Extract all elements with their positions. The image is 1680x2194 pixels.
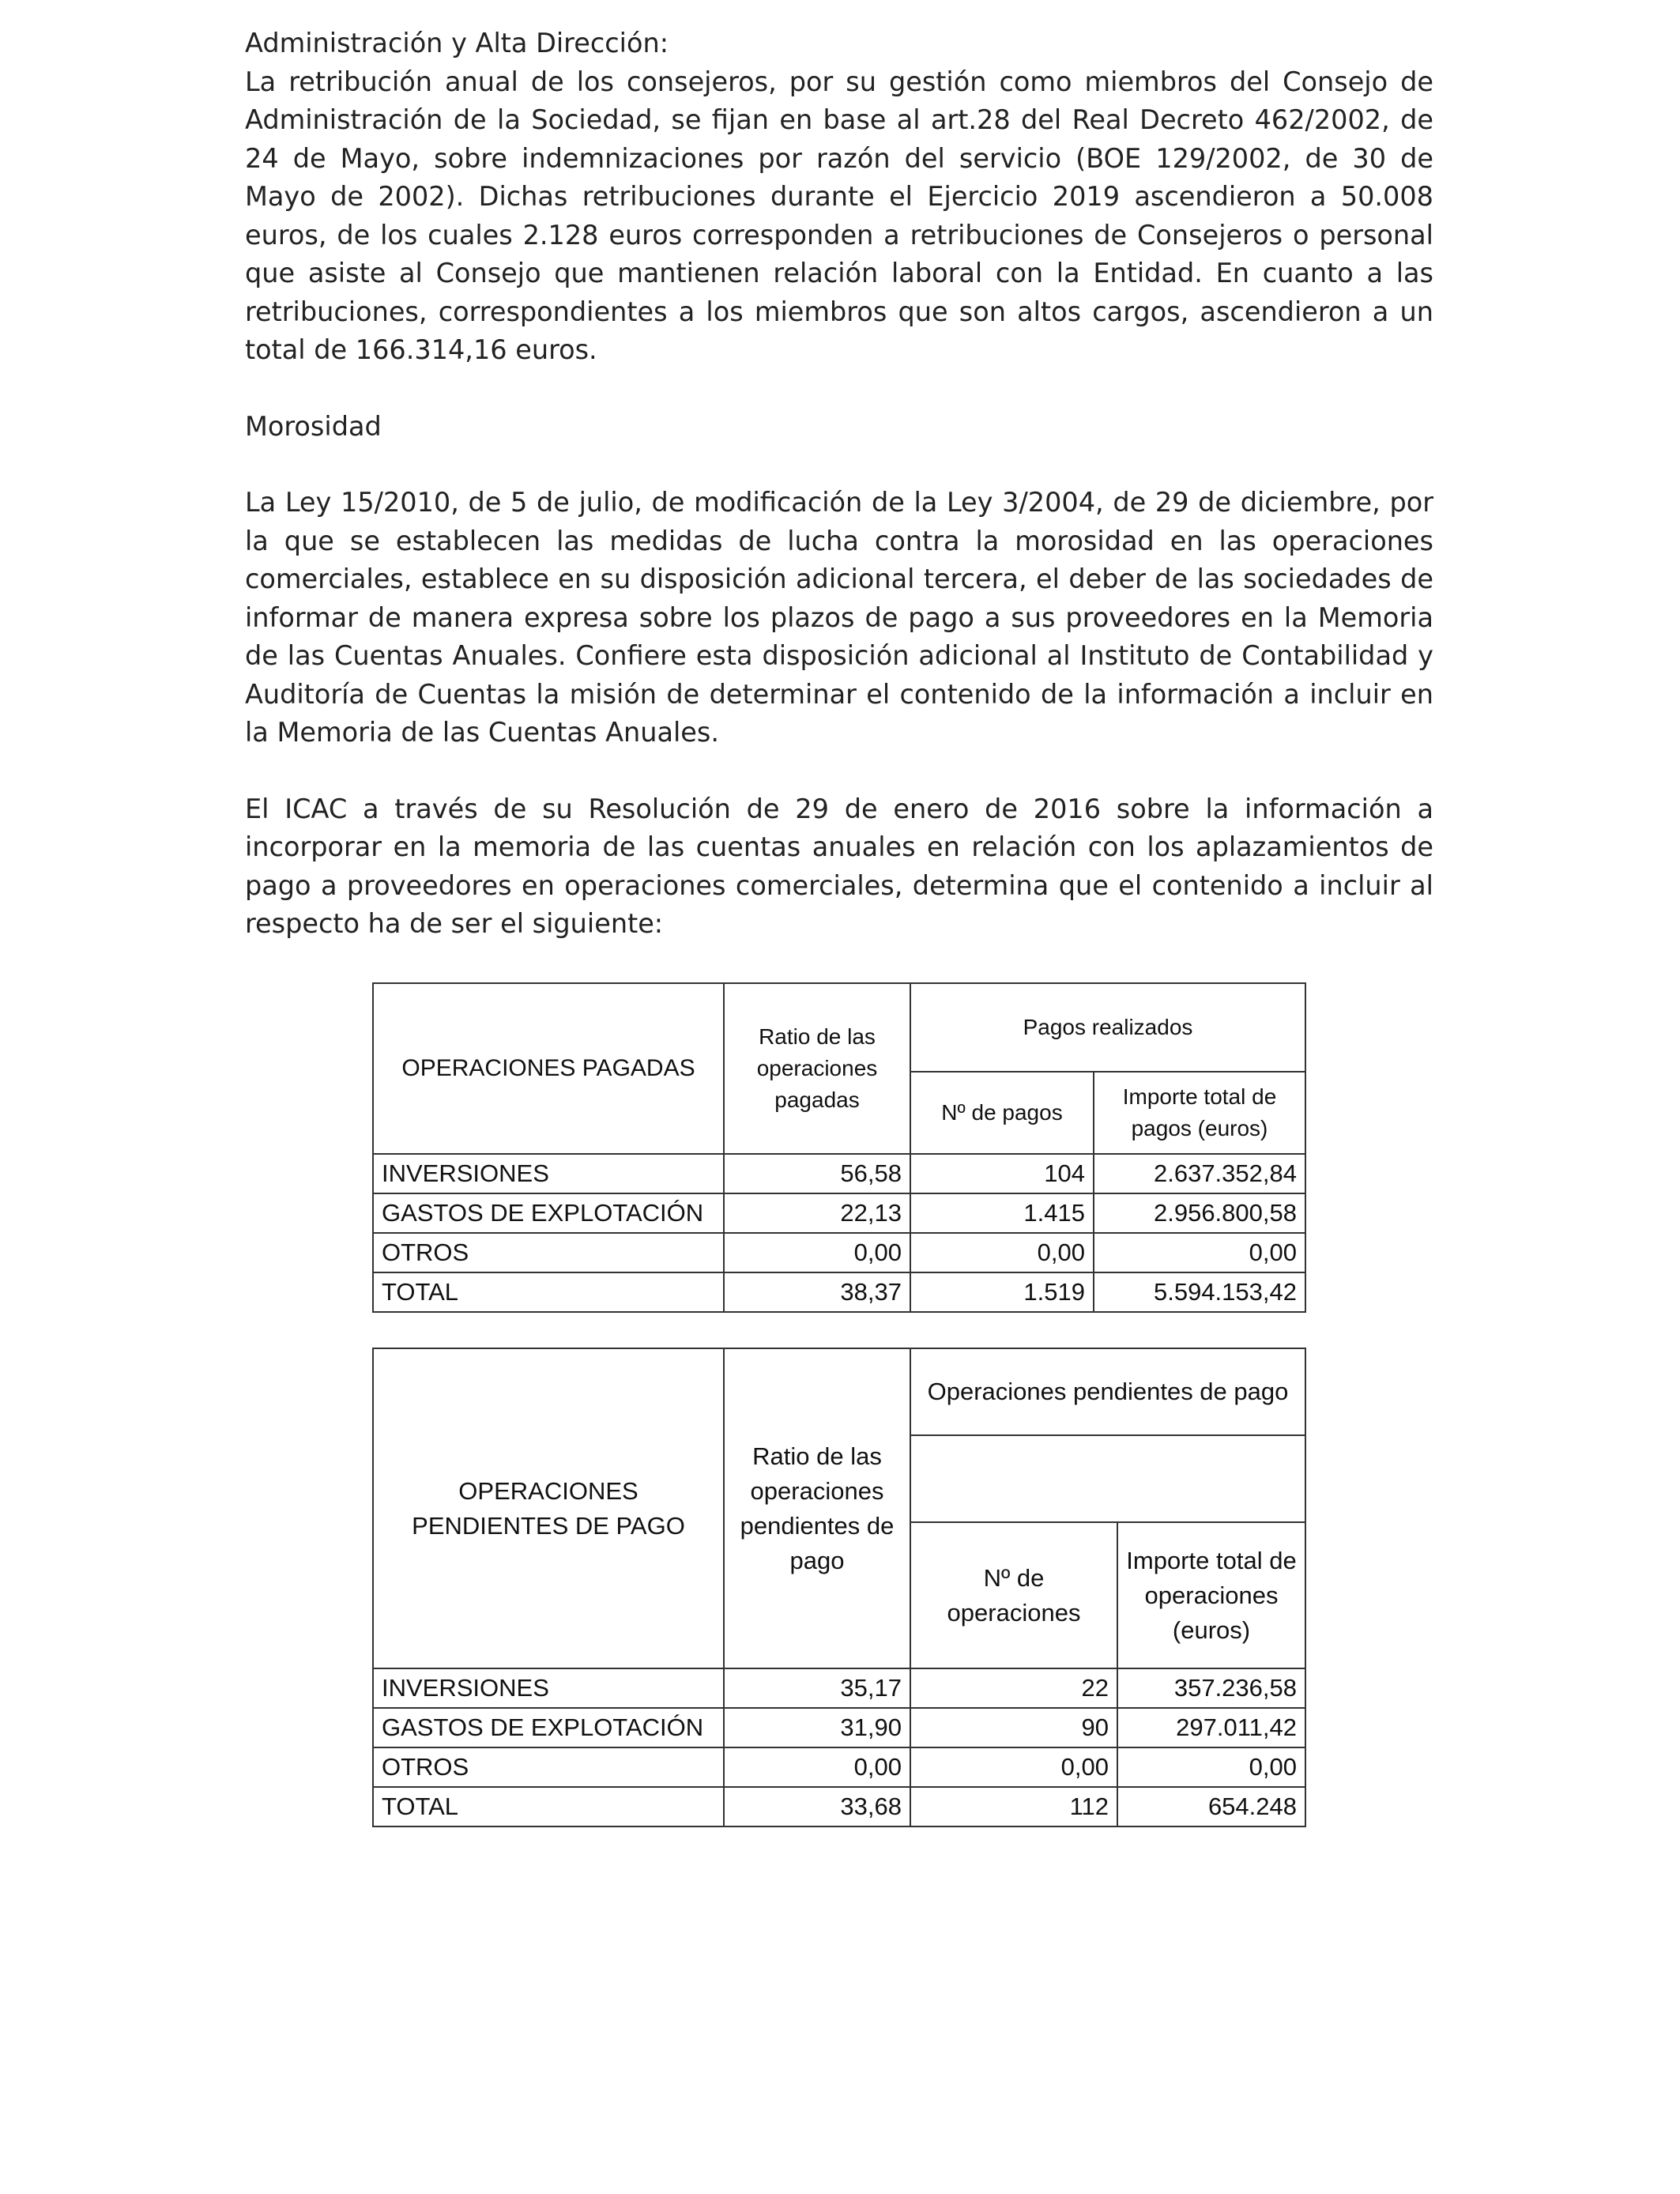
header-importe-pagos: Importe total de pagos (euros): [1094, 1072, 1305, 1154]
row-count: 0,00: [910, 1747, 1117, 1787]
row-label: GASTOS DE EXPLOTACIÓN: [373, 1708, 724, 1747]
row-ratio: 0,00: [724, 1747, 910, 1787]
row-amount: 357.236,58: [1117, 1668, 1305, 1708]
table-row: [373, 1154, 1305, 1193]
row-label: OTROS: [373, 1747, 724, 1787]
row-count: 1.519: [910, 1272, 1094, 1312]
row-amount: 0,00: [1094, 1233, 1305, 1272]
header-operaciones-pendientes: OPERACIONES PENDIENTES DE PAGO: [373, 1348, 724, 1668]
body-text: [245, 25, 1433, 944]
table-operaciones-pendientes: [372, 1348, 1306, 1827]
table-row: [373, 1233, 1305, 1272]
header-pagos-realizados: Pagos realizados: [910, 983, 1305, 1072]
row-ratio: 38,37: [724, 1272, 910, 1312]
morosidad-paragraph-2: El ICAC a través de su Resolución de 29 de enero de 2016 sobre la información a incorporar en la memoria de las cuentas anuales en relación con los aplazamientos de pago a proveedores en operaciones comerciales, determina que el contenido a incluir al respecto ha de ser el siguiente:: [245, 793, 1433, 939]
row-count: 22: [910, 1668, 1117, 1708]
row-count: 1.415: [910, 1193, 1094, 1233]
row-ratio: 33,68: [724, 1787, 910, 1826]
row-ratio: 31,90: [724, 1708, 910, 1747]
table-row: [373, 1787, 1305, 1826]
header-operaciones-pagadas: OPERACIONES PAGADAS: [373, 983, 724, 1154]
header-importe-operaciones: Importe total de operaciones (euros): [1117, 1522, 1305, 1668]
empty-header-cell: [910, 1435, 1305, 1522]
row-amount: 2.637.352,84: [1094, 1154, 1305, 1193]
row-label: INVERSIONES: [373, 1668, 724, 1708]
table-row: [373, 1193, 1305, 1233]
row-label: GASTOS DE EXPLOTACIÓN: [373, 1193, 724, 1233]
row-label: TOTAL: [373, 1272, 724, 1312]
table-row: [373, 1708, 1305, 1747]
row-ratio: 35,17: [724, 1668, 910, 1708]
row-ratio: 56,58: [724, 1154, 910, 1193]
header-num-pagos: Nº de pagos: [910, 1072, 1094, 1154]
row-amount: 5.594.153,42: [1094, 1272, 1305, 1312]
morosidad-heading: Morosidad: [245, 410, 382, 442]
header-num-operaciones: Nº de operaciones: [910, 1522, 1117, 1668]
admin-heading: Administración y Alta Dirección:: [245, 28, 669, 58]
header-operaciones-pendientes-pago: Operaciones pendientes de pago: [910, 1348, 1305, 1435]
header-ratio-pendientes: Ratio de las operaciones pendientes de pago: [724, 1348, 910, 1668]
row-ratio: 0,00: [724, 1233, 910, 1272]
table-operaciones-pagadas: [372, 982, 1306, 1313]
row-count: 90: [910, 1708, 1117, 1747]
row-count: 0,00: [910, 1233, 1094, 1272]
row-amount: 297.011,42: [1117, 1708, 1305, 1747]
morosidad-paragraph-1: La Ley 15/2010, de 5 de julio, de modificación de la Ley 3/2004, de 29 de diciembre, por la que se establecen las medidas de lucha contra la morosidad en las operaciones comerciales, establece en su disposición adicional tercera, el deber de las sociedades de informar de manera expresa sobre los plazos de pago a sus proveedores en la Memoria de las Cuentas Anuales. Confiere esta disposición adicional al Instituto de Contabilidad y Auditoría de Cuentas la misión de determinar el contenido de la información a incluir en la Memoria de las Cuentas Anuales.: [245, 487, 1433, 748]
row-amount: 0,00: [1117, 1747, 1305, 1787]
table-row: [373, 1272, 1305, 1312]
row-label: INVERSIONES: [373, 1154, 724, 1193]
row-label: OTROS: [373, 1233, 724, 1272]
row-count: 104: [910, 1154, 1094, 1193]
row-label: TOTAL: [373, 1787, 724, 1826]
row-amount: 2.956.800,58: [1094, 1193, 1305, 1233]
table-row: [373, 1747, 1305, 1787]
header-ratio-pagadas: Ratio de las operaciones pagadas: [724, 983, 910, 1154]
row-ratio: 22,13: [724, 1193, 910, 1233]
row-amount: 654.248: [1117, 1787, 1305, 1826]
row-count: 112: [910, 1787, 1117, 1826]
table-row: [373, 1668, 1305, 1708]
admin-paragraph: La retribución anual de los consejeros, por su gestión como miembros del Consejo de Administración de la Sociedad, se fijan en base al art.28 del Real Decreto 462/2002, de 24 de Mayo, sobre indemnizaciones por razón del servicio (BOE 129/2002, de 30 de Mayo de 2002). Dichas retribuciones durante el Ejercicio 2019 ascendieron a 50.008 euros, de los cuales 2.128 euros corresponden a retribuciones de Consejeros o personal que asiste al Consejo que mantienen relación laboral con la Entidad. En cuanto a las retribuciones, correspondientes a los miembros que son altos cargos, ascendieron a un total de 166.314,16 euros.: [245, 66, 1433, 365]
